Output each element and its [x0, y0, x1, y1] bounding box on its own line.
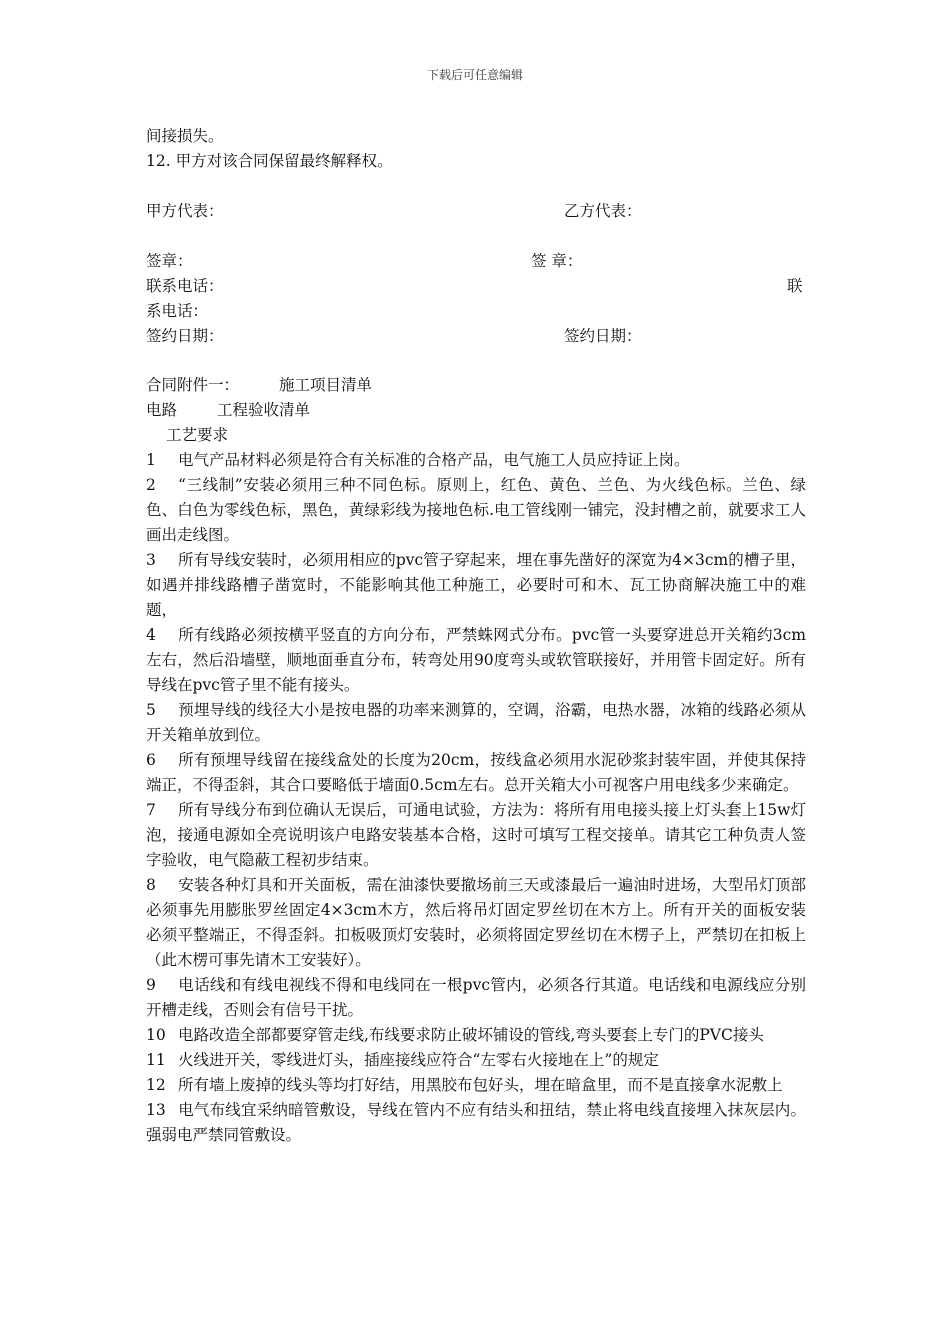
requirement-item — [146, 1048, 806, 1073]
requirement-text: 电气产品材料必须是符合有关标准的合格产品，电气施工人员应持证上岗。 — [178, 451, 690, 469]
party-b-rep: 乙方代表： — [564, 202, 642, 220]
requirement-number: 13 — [146, 1101, 166, 1119]
attachment-item-1: 施工项目清单 — [279, 376, 373, 394]
requirements-list — [146, 448, 806, 1148]
requirement-item — [146, 1073, 806, 1098]
phone-b-part2: 系电话： — [146, 302, 209, 320]
phone-b-part1: 联 — [787, 277, 803, 295]
requirement-text: 电路改造全部都要穿管走线,布线要求防止破坏铺设的管线,弯头要套上专门的PVC接头 — [178, 1026, 764, 1044]
requirement-number: 11 — [146, 1051, 166, 1069]
date-b: 签约日期： — [564, 327, 642, 345]
requirement-item — [146, 748, 806, 798]
requirement-item — [146, 623, 806, 698]
seal-a: 签章： — [146, 252, 193, 270]
requirement-item — [146, 798, 806, 873]
requirement-number: 8 — [146, 876, 156, 894]
requirement-number: 5 — [146, 701, 156, 719]
requirement-text: 所有导线分布到位确认无误后，可通电试验，方法为：将所有用电接头接上灯头套上15w灯泡，接通电源如全亮说明该户电路安装基本合格，这时可填写工程交接单。请其它工种负责人签字验收，电气隐蔽工程初步结束。 — [146, 801, 806, 869]
requirement-text: 所有墙上废掉的线头等均打好结，用黑胶布包好头，埋在暗盒里，而不是直接拿水泥敷上 — [178, 1076, 783, 1094]
requirement-number: 1 — [146, 451, 156, 469]
phone-a: 联系电话： — [146, 277, 224, 295]
requirement-number: 6 — [146, 751, 156, 769]
requirement-text: 所有预埋导线留在接线盒处的长度为20cm，按线盒必须用水泥砂浆封装牢固，并使其保持端正，不得歪斜，其合口要略低于墙面0.5cm左右。总开关箱大小可视客户用电线多少来确定。 — [146, 751, 806, 794]
attachment-label: 合同附件一： — [146, 376, 240, 394]
requirement-text: 火线进开关，零线进灯头，插座接线应符合“左零右火接地在上”的规定 — [178, 1051, 659, 1069]
process-heading: 工艺要求 — [166, 426, 229, 444]
seal-b: 签 章： — [531, 252, 583, 270]
party-a-rep: 甲方代表： — [146, 202, 224, 220]
requirement-text: 所有线路必须按横平竖直的方向分布，严禁蛛网式分布。pvc管一头要穿进总开关箱约3cm左右，然后沿墙壁，顺地面垂直分布，转弯处用90度弯头或软管联接好，并用管卡固定好。所有导线在pvc管子里不能有接头。 — [146, 626, 806, 694]
requirement-number: 3 — [146, 551, 156, 569]
requirement-item — [146, 1098, 806, 1148]
requirement-item — [146, 698, 806, 748]
requirement-item — [146, 973, 806, 1023]
circuit-line — [146, 398, 310, 423]
circuit-label: 电路 — [146, 401, 178, 419]
requirement-item — [146, 473, 806, 548]
requirement-number: 2 — [146, 476, 156, 494]
requirement-item — [146, 448, 806, 473]
requirement-text: 所有导线安装时，必须用相应的pvc管子穿起来，埋在事先凿好的深宽为4×3cm的槽子里，如遇并排线路槽子凿宽时，不能影响其他工种施工，必要时可和木、瓦工协商解决施工中的难题， — [146, 551, 806, 619]
requirement-item — [146, 873, 806, 973]
requirement-text: “三线制”安装必须用三种不同色标。原则上，红色、黄色、兰色、为火线色标。兰色、绿色、白色为零线色标，黑色，黄绿彩线为接地色标.电工管线刚一铺完，没封槽之前，就要求工人画出走线图。 — [146, 476, 806, 544]
date-a: 签约日期： — [146, 327, 224, 345]
attachment-line — [146, 373, 372, 398]
intro-line-1: 间接损失。 — [146, 127, 224, 145]
requirement-text: 电气布线宜采纳暗管敷设，导线在管内不应有结头和扭结，禁止将电线直接埋入抹灰层内。强弱电严禁同管敷设。 — [146, 1101, 806, 1144]
requirement-number: 9 — [146, 976, 156, 994]
attachment-item-2: 工程验收清单 — [217, 401, 311, 419]
requirement-text: 电话线和有线电视线不得和电线同在一根pvc管内，必须各行其道。电话线和电源线应分别开槽走线，否则会有信号干扰。 — [146, 976, 806, 1019]
requirement-number: 12 — [146, 1076, 166, 1094]
requirement-item — [146, 1023, 806, 1048]
requirement-text: 安装各种灯具和开关面板，需在油漆快要撤场前三天或漆最后一遍油时进场，大型吊灯顶部必须事先用膨胀罗丝固定4×3cm木方，然后将吊灯固定罗丝切在木方上。所有开关的面板安装必须平整端正，不得歪斜。扣板吸顶灯安装时，必须将固定罗丝切在木楞子上，严禁切在扣板上（此木楞可事先请木工安装好）。 — [146, 876, 806, 969]
intro-line-2: 12. 甲方对该合同保留最终解释权。 — [146, 152, 393, 170]
requirement-item — [146, 548, 806, 623]
requirement-number: 10 — [146, 1026, 166, 1044]
page-header: 下载后可任意编辑 — [426, 68, 523, 82]
requirement-number: 4 — [146, 626, 156, 644]
requirement-number: 7 — [146, 801, 156, 819]
requirement-text: 预埋导线的线径大小是按电器的功率来测算的，空调，浴霸，电热水器，冰箱的线路必须从开关箱单放到位。 — [146, 701, 806, 744]
